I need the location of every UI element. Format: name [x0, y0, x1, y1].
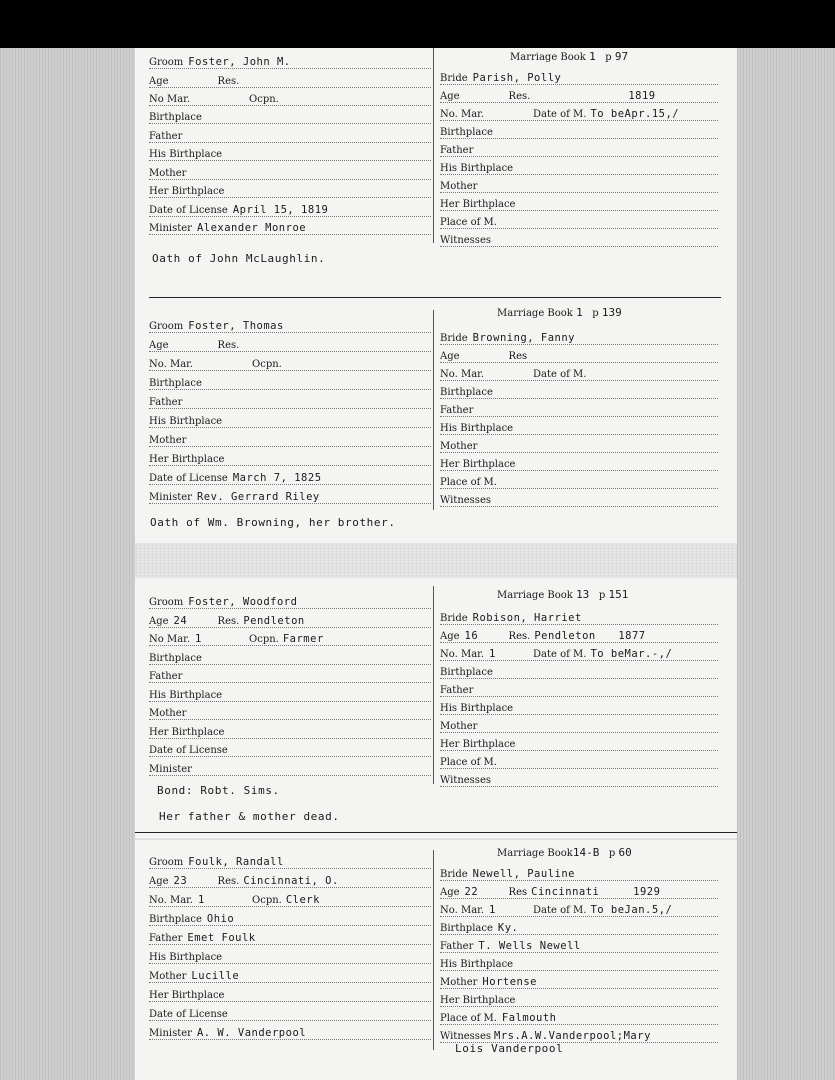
minister-name: Alexander Monroe [196, 222, 307, 234]
scanned-page [0, 48, 835, 1080]
right-margin-scan [737, 48, 835, 1080]
marriage-book-ref: Marriage Book 13 p 151 [497, 588, 629, 601]
marriage-book-ref: Marriage Book 1 p 139 [497, 306, 622, 319]
bride-name: Browning, Fanny [472, 332, 575, 344]
marriage-record-3: Groom Foster, Woodford Age 24 Res. Pendleton No Mar. 1 Ocpn. Farmer Birthplace Father His Birthplace Mother Her Birthplace Date of License Minister Marriage Book 13 p 151 Bride Robison, Harriet Age 16 Res. Pendleton 1877 No. Mar. 1 Date of M. To beMar.-,/ Birthplace Father His Birthplace Mother Her Birthplace Place of M. Witnesses Bond: Robt. Sims. Her father & mother dead. [135, 578, 737, 838]
groom-name: Foulk, Randall [188, 856, 284, 868]
record-note: Oath of Wm. Browning, her brother. [150, 516, 396, 529]
witnesses-continued: Lois Vanderpool [455, 1042, 564, 1055]
groom-name: Foster, Thomas [188, 320, 284, 332]
marriage-book-ref: Marriage Book 1 p 97 [510, 50, 629, 63]
marriage-record-1: Groom Foster, John M. Age Res. No Mar. Ocpn. Birthplace Father His Birthplace Mother Her Birthplace Date of License April 15, 1819 Minister Alexander Monroe Marriage Book 1 p 97 Bride Parish, Polly Age Res. 1819 No. Mar. Date of M. To beApr.15,/ Birthplace Father His Birthplace Mother Her Birthplace Place of M. Witnesses Oath of John McLaughlin. [135, 48, 737, 298]
minister-name: Rev. Gerrard Riley [196, 491, 320, 503]
bride-name: Parish, Polly [472, 72, 562, 84]
bride-name: Robison, Harriet [472, 612, 582, 624]
marriage-record-2: Groom Foster, Thomas Age Res. No. Mar. Ocpn. Birthplace Father His Birthplace Mother Her Birthplace Date of License March 7, 1825 Minister Rev. Gerrard Riley Marriage Book 1 p 139 Bride Browning, Fanny Age Res No. Mar. Date of M. Birthplace Father His Birthplace Mother Her Birthplace Place of M. Witnesses Oath of Wm. Browning, her brother. [135, 298, 737, 543]
marriage-record-4: Groom Foulk, Randall Age 23 Res. Cincinnati, O. No. Mar. 1 Ocpn. Clerk Birthplace Ohio Father Emet Foulk His Birthplace Mother Lucille Her Birthplace Date of License Minister A. W. Vanderpool Marriage Book14-B p 60 Bride Newell, Pauline Age 22 Res Cincinnati 1929 No. Mar. 1 Date of M. To beJan.5,/ Birthplace Ky. Father T. Wells Newell His Birthplace Mother Hortense Her Birthplace Place of M. Falmouth Witnesses Mrs.A.W.Vanderpool;Mary Lois Vanderpool [135, 840, 737, 1080]
record-note: Bond: Robt. Sims. [157, 784, 280, 797]
license-date: March 7, 1825 [232, 472, 322, 484]
bride-name: Newell, Pauline [472, 868, 575, 880]
left-margin-scan [0, 48, 135, 1080]
license-date: April 15, 1819 [232, 204, 329, 216]
marriage-book-ref: Marriage Book14-B p 60 [497, 846, 632, 859]
minister-name: A. W. Vanderpool [196, 1027, 307, 1039]
groom-name: Foster, Woodford [188, 596, 298, 608]
record-note: Oath of John McLaughlin. [152, 252, 326, 265]
groom-name: Foster, John M. [188, 56, 291, 68]
record-note: Her father & mother dead. [159, 810, 340, 823]
